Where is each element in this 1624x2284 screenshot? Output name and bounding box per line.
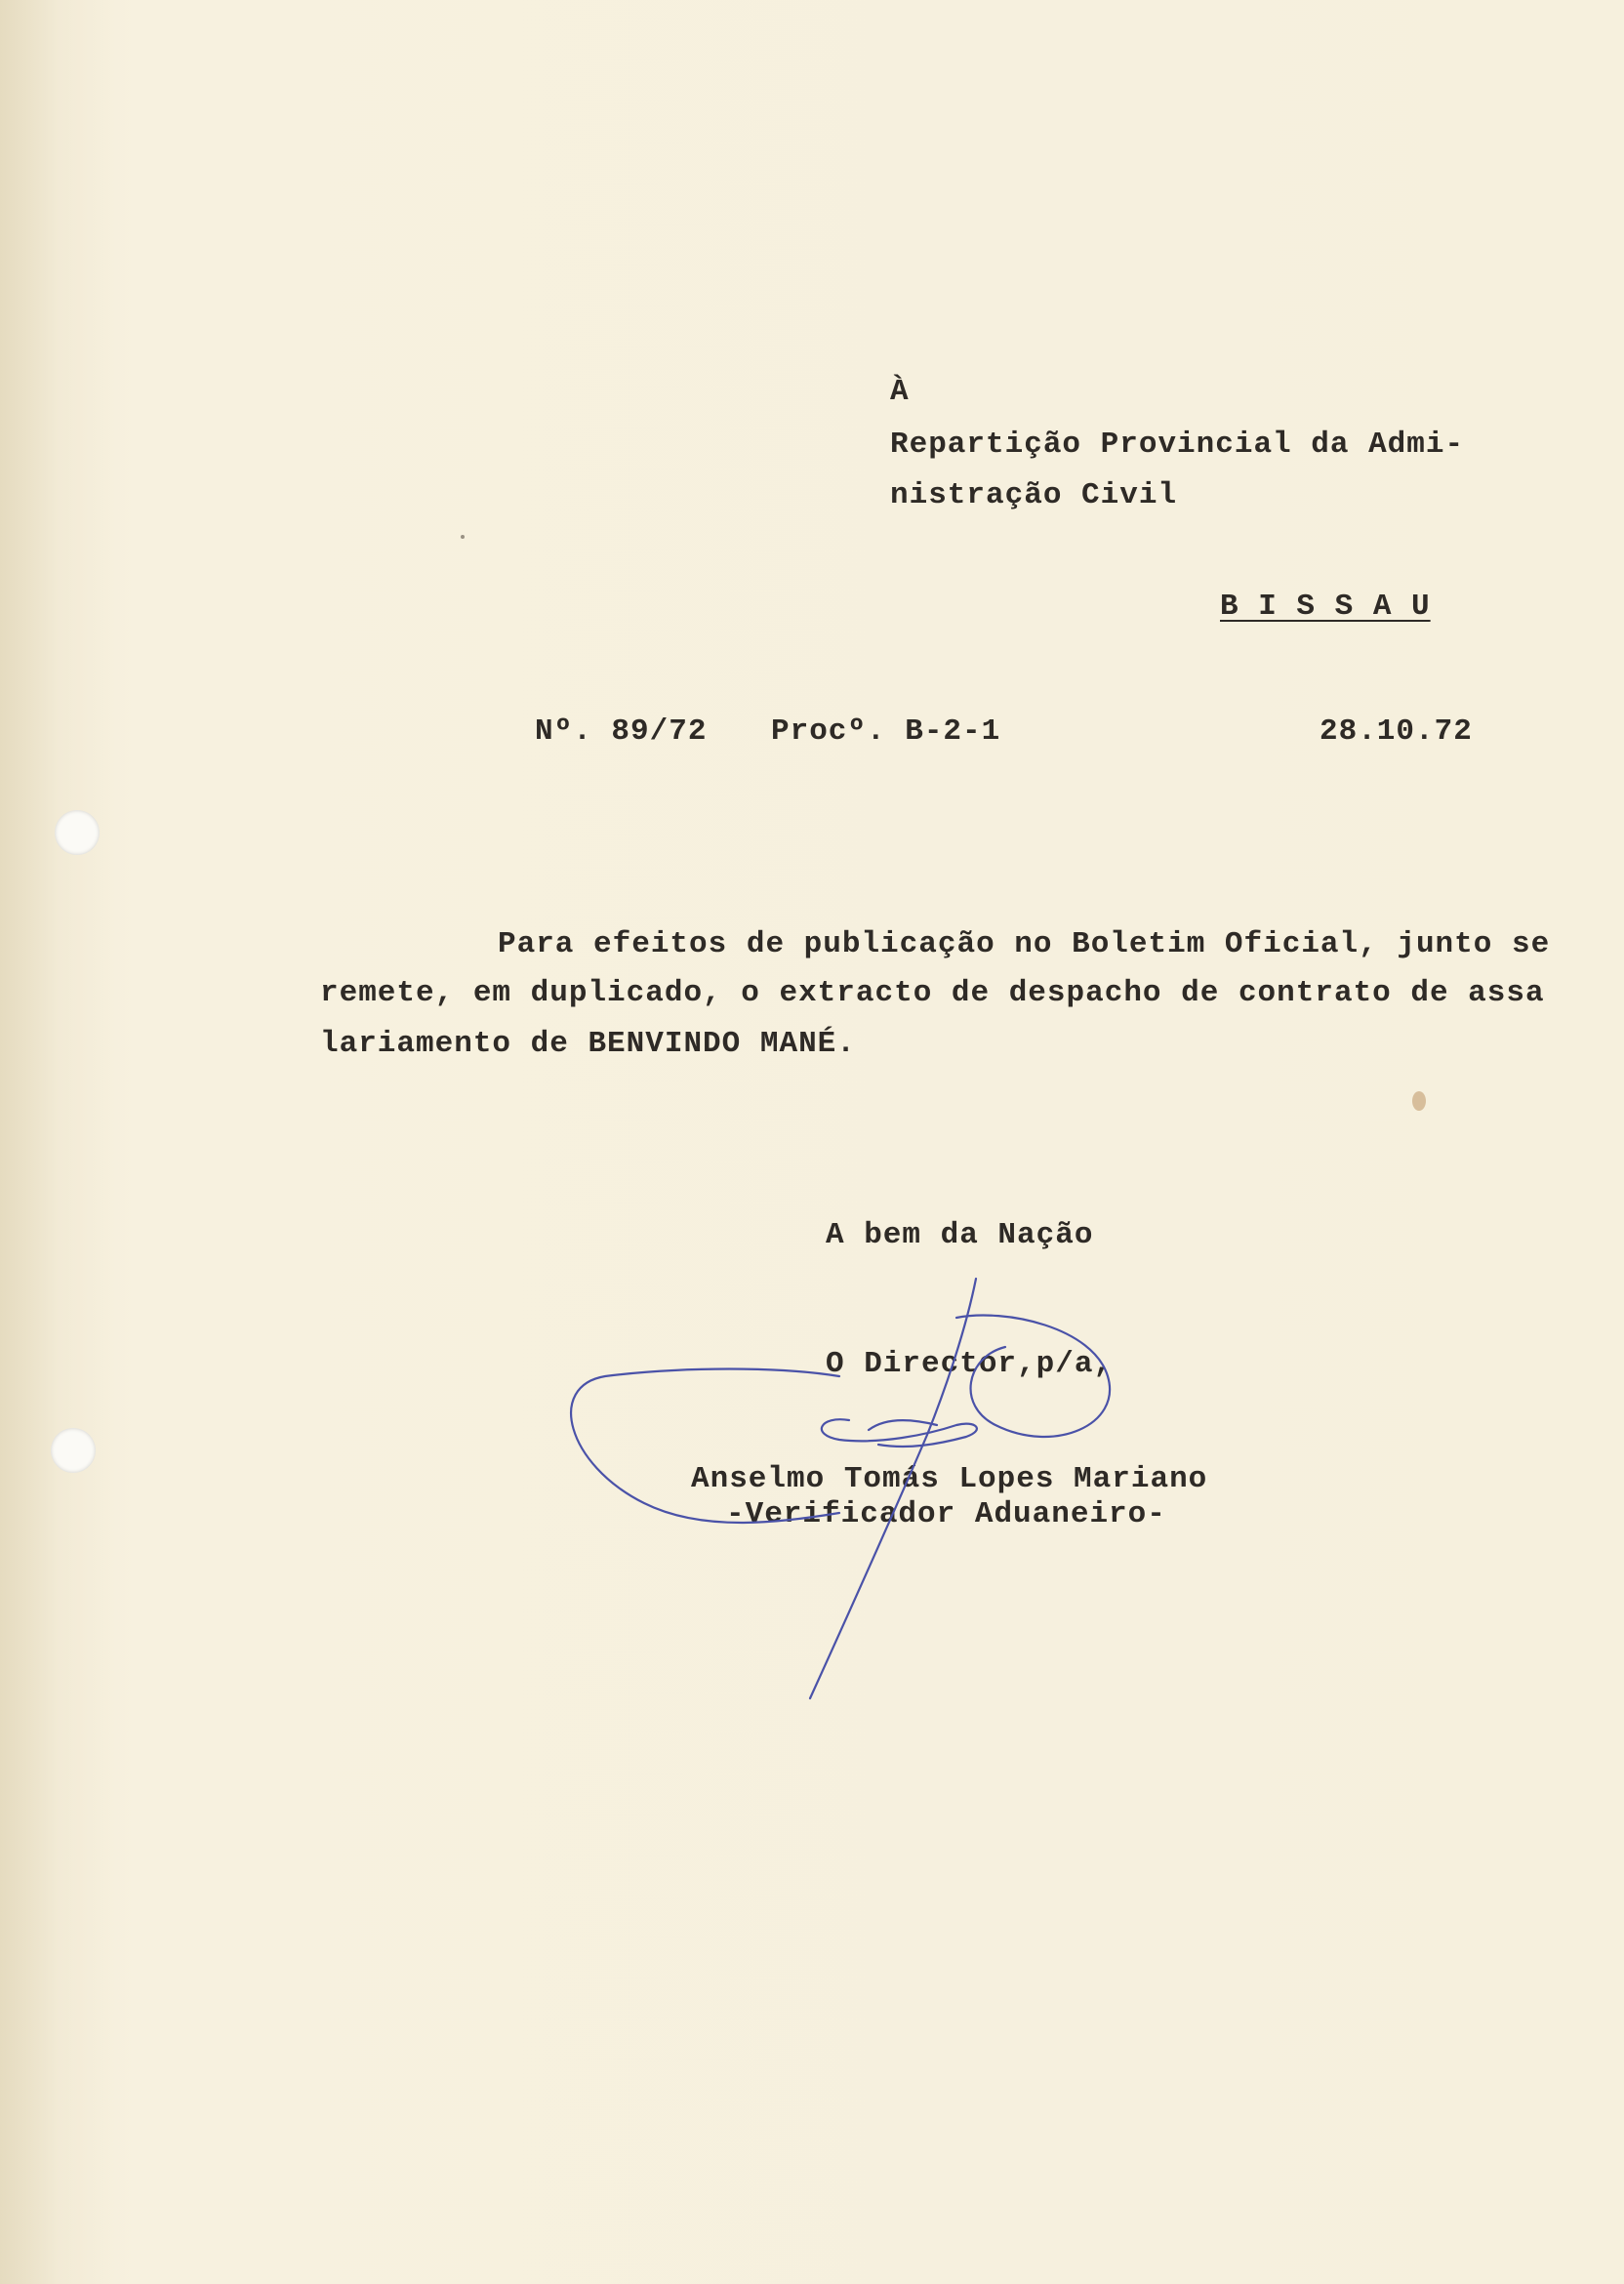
addressee-prefix: À	[890, 375, 910, 409]
body-line-1: Para efeitos de publicação no Boletim Oficial, junto se	[498, 927, 1551, 961]
addressee-line-2: nistração Civil	[890, 478, 1178, 512]
closing-salutation: A bem da Nação	[826, 1218, 1094, 1252]
paper-left-edge	[0, 0, 117, 2284]
punch-hole-top	[55, 810, 100, 855]
addressee-line-1: Repartição Provincial da Admi-	[890, 428, 1465, 462]
document-date: 28.10.72	[1320, 714, 1473, 749]
signatory-name: Anselmo Tomás Lopes Mariano	[691, 1462, 1208, 1496]
punch-hole-bottom	[51, 1428, 96, 1473]
paper-stain	[1412, 1091, 1426, 1111]
addressee-city: B I S S A U	[1220, 590, 1431, 624]
process-number: Procº. B-2-1	[771, 714, 1001, 749]
signatory-role: O Director,p/a,	[826, 1347, 1114, 1381]
body-line-3: lariamento de BENVINDO MANÉ.	[320, 1027, 856, 1061]
paper-speck	[461, 535, 465, 539]
handwritten-signature	[547, 1269, 1152, 1718]
body-line-2: remete, em duplicado, o extracto de despacho de contrato de assa	[320, 976, 1545, 1010]
signatory-title: -Verificador Aduaneiro-	[726, 1497, 1166, 1531]
reference-number: Nº. 89/72	[535, 714, 708, 749]
